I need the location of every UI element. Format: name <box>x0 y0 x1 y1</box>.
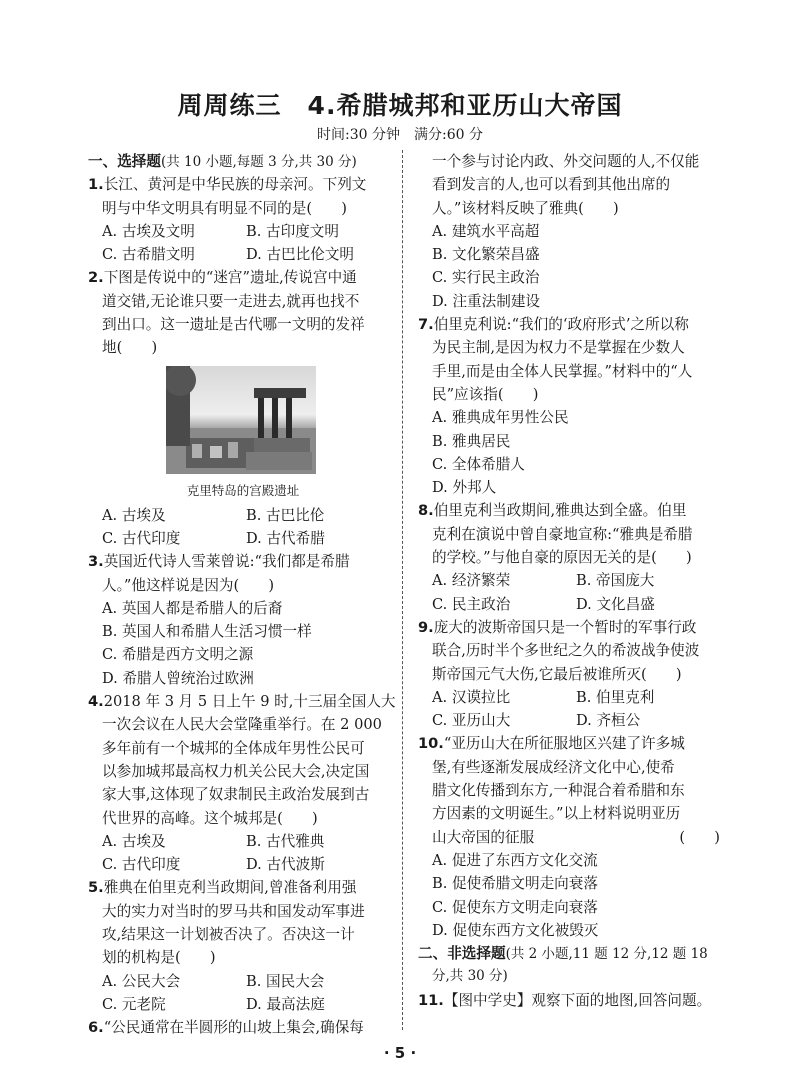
options-row <box>88 243 390 266</box>
option[interactable]: B. 古巴比伦 <box>246 506 325 524</box>
option[interactable]: D. 外邦人 <box>432 479 497 497</box>
question-6-start: 6.“公民通常在半圆形的山坡上集会,确保每 <box>88 1019 364 1037</box>
option[interactable]: B. 雅典居民 <box>432 432 511 450</box>
option[interactable]: B. 文化繁荣昌盛 <box>432 246 540 264</box>
option[interactable]: D. 齐桓公 <box>576 712 641 730</box>
left-column <box>88 150 396 1040</box>
options-row <box>88 830 390 853</box>
option[interactable]: A. 英国人都是希腊人的后裔 <box>102 599 283 617</box>
options-row <box>418 686 720 709</box>
question-8: 8.伯里克利当政期间,雅典达到全盛。伯里 克利在演说中曾自豪地宣称:“雅典是希腊 的学校。”与他自豪的原因无关的是( ) A. 经济繁荣 B. 帝国庞大 C. 民主政治 D. 文化昌盛 <box>418 499 720 615</box>
option[interactable]: A. 公民大会 <box>102 972 181 990</box>
option[interactable]: C. 古希腊文明 <box>102 246 195 264</box>
options-row <box>88 853 390 876</box>
options-row <box>88 504 390 527</box>
options-row <box>88 527 390 550</box>
question-4: 4.2018 年 3 月 5 日上午 9 时,十三届全国人大 一次会议在人民大会堂隆重举行。在 2 000 多年前有一个城邦的全体成年男性公民可 以参加城邦最高权力机关公民大会,决定国 家大事,这体现了奴隶制民主政治发展到古 代世界的高峰。这个城邦是( ) A. 古埃及 B. 古代雅典 C. 古代印度 D. 古代波斯 <box>88 690 390 876</box>
option[interactable]: B. 古代雅典 <box>246 832 325 850</box>
time-limit: 时间:30 分钟 <box>317 127 400 143</box>
options-row <box>418 593 720 616</box>
question-3: 3.英国近代诗人雪莱曾说:“我们都是希腊 人。”他这样说是因为( ) A. 英国人都是希腊人的后裔 B. 英国人和希腊人生活习惯一样 C. 希腊是西方文明之源 D. 希腊人曾统治过欧洲 <box>88 550 390 690</box>
palace-ruins-photo <box>166 366 316 474</box>
option[interactable]: D. 促使东西方文化被毁灭 <box>432 921 599 939</box>
option[interactable]: A. 雅典成年男性公民 <box>432 409 569 427</box>
option[interactable]: A. 古埃及文明 <box>102 222 195 240</box>
photo-caption: 克里特岛的宫殿遗址 <box>186 482 300 498</box>
option[interactable]: D. 文化昌盛 <box>576 595 655 613</box>
column-divider <box>402 150 403 1030</box>
section-2: 二、非选择题(共 2 小题,11 题 12 分,12 题 18 分,共 30 分) 11.【图中学史】观察下面的地图,回答问题。 <box>418 942 720 1012</box>
option[interactable]: C. 全体希腊人 <box>432 455 525 473</box>
options-row <box>88 993 390 1016</box>
right-column <box>418 150 720 1012</box>
question-2: 2.下图是传说中的“迷宫”遗址,传说宫中通 道交错,无论谁只要一走进去,就再也找不 到出口。这一遗址是古代哪一文明的发祥 地( ) 克里特岛的宫殿遗址 A. 古埃及 B. 古巴比伦 C. 古代印度 D. 古代希腊 <box>88 266 390 550</box>
option[interactable]: A. 促进了东西方文化交流 <box>432 851 598 869</box>
option[interactable]: B. 古印度文明 <box>246 222 339 240</box>
option[interactable]: C. 古代印度 <box>102 856 181 874</box>
option[interactable]: A. 古埃及 <box>102 506 166 524</box>
options-row <box>88 220 390 243</box>
option[interactable]: B. 帝国庞大 <box>576 572 655 590</box>
option[interactable]: B. 国民大会 <box>246 972 325 990</box>
question-10: 10.“亚历山大在所征服地区兴建了许多城 堡,有些逐渐发展成经济文化中心,使希 腊文化传播到东方,一种混合着希腊和东 方因素的文明诞生。”以上材料说明亚历 山大帝国的征服 ( ) A. 促进了东西方文化交流 B. 促使希腊文明走向衰落 C. 促使东方文明走向衰落 D. 促使东西方文化被毁灭 <box>418 732 720 942</box>
option[interactable]: C. 亚历山大 <box>432 712 511 730</box>
page-title: 周周练三 4.希腊城邦和亚历山大帝国 <box>177 91 623 120</box>
option[interactable]: A. 建筑水平高超 <box>432 222 540 240</box>
option[interactable]: C. 民主政治 <box>432 595 511 613</box>
full-score: 满分:60 分 <box>414 127 483 143</box>
question-5: 5.雅典在伯里克利当政期间,曾准备利用强 大的实力对当时的罗马共和国发动军事进 攻,结果这一计划被否决了。否决这一计 划的机构是( ) A. 公民大会 B. 国民大会 C. 元老院 D. 最高法庭 <box>88 876 390 1016</box>
page-number: · 5 · <box>383 1044 417 1062</box>
section-heading: 二、非选择题(共 2 小题,11 题 12 分,12 题 18 <box>418 945 708 963</box>
question-9: 9.庞大的波斯帝国只是一个暂时的军事行政 联合,历时半个多世纪之久的希波战争使波 斯帝国元气大伤,它最后被谁所灭( ) A. 汉谟拉比 B. 伯里克利 C. 亚历山大 D. 齐桓公 <box>418 616 720 732</box>
section-heading: 一、选择题(共 10 小题,每题 3 分,共 30 分) <box>88 153 357 170</box>
question-1: 1.长江、黄河是中华民族的母亲河。下列文 明与中华文明具有明显不同的是( ) A. 古埃及文明 B. 古印度文明 C. 古希腊文明 D. 古巴比伦文明 <box>88 173 390 266</box>
option[interactable]: B. 促使希腊文明走向衰落 <box>432 875 598 893</box>
option[interactable]: D. 古代波斯 <box>246 856 325 874</box>
option[interactable]: C. 元老院 <box>102 995 166 1013</box>
exam-info <box>0 124 800 144</box>
options-row <box>418 709 720 732</box>
option[interactable]: C. 促使东方文明走向衰落 <box>432 898 598 916</box>
option[interactable]: A. 古埃及 <box>102 832 166 850</box>
option[interactable]: C. 希腊是西方文明之源 <box>102 646 254 664</box>
option[interactable]: D. 希腊人曾统治过欧洲 <box>102 669 254 687</box>
option[interactable]: C. 古代印度 <box>102 529 181 547</box>
option[interactable]: D. 古巴比伦文明 <box>246 246 355 264</box>
options-row <box>418 569 720 592</box>
option[interactable]: B. 伯里克利 <box>576 688 655 706</box>
option[interactable]: A. 汉谟拉比 <box>432 688 511 706</box>
option[interactable]: D. 古代希腊 <box>246 529 325 547</box>
option[interactable]: A. 经济繁荣 <box>432 572 511 590</box>
answer-blank[interactable]: ( ) <box>679 828 720 846</box>
question-7: 7.伯里克利说:“我们的‘政府形式’之所以称 为民主制,是因为权力不是掌握在少数人 手里,而是由全体人民掌握。”材料中的“人 民”应该指( ) A. 雅典成年男性公民 B. 雅典居民 C. 全体希腊人 D. 外邦人 <box>418 313 720 499</box>
option[interactable]: B. 英国人和希腊人生活习惯一样 <box>102 623 312 641</box>
options-row <box>88 970 390 993</box>
option[interactable]: D. 注重法制建设 <box>432 292 541 310</box>
option[interactable]: D. 最高法庭 <box>246 995 325 1013</box>
option[interactable]: C. 实行民主政治 <box>432 269 540 287</box>
question-6-continued: 一个参与讨论内政、外交问题的人,不仅能 看到发言的人,也可以看到其他出席的 人。”该材料反映了雅典( ) A. 建筑水平高超 B. 文化繁荣昌盛 C. 实行民主政治 D. 注重法制建设 <box>418 150 720 313</box>
